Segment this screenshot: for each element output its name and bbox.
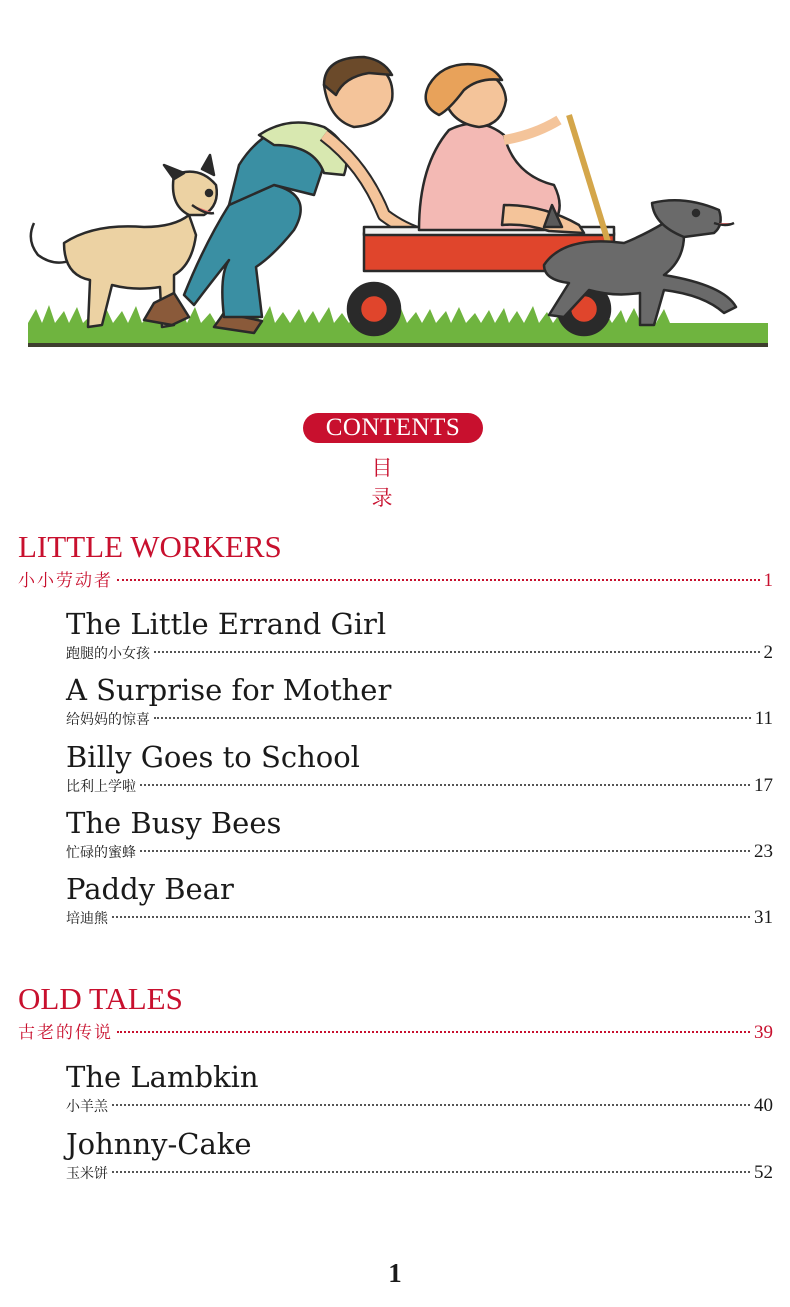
story-page-number: 40 (754, 1095, 773, 1116)
story-page-number: 52 (754, 1162, 773, 1183)
section-page-number: 1 (763, 570, 773, 591)
story-page-number: 23 (754, 841, 773, 862)
contents-badge: CONTENTS (303, 413, 483, 443)
dot-leader (112, 1104, 750, 1106)
story-entry-line (66, 642, 773, 664)
dot-leader (154, 651, 760, 653)
story-title-cn: 培迪熊 (66, 911, 108, 927)
story-entry[interactable] (66, 1059, 773, 1117)
section-title-cn: 小小劳动者 (18, 571, 113, 591)
contents-chinese-label: 目录 (371, 456, 419, 510)
story-entry[interactable] (66, 606, 773, 664)
story-title[interactable]: The Little Errand Girl (66, 607, 387, 641)
section-title[interactable]: LITTLE WORKERS (18, 529, 282, 564)
story-entry-line (66, 708, 773, 730)
section-page-number: 39 (754, 1022, 773, 1043)
story-title-cn: 忙碌的蜜蜂 (66, 845, 136, 861)
dot-leader (117, 579, 760, 581)
story-page-number: 2 (763, 642, 773, 663)
section-title[interactable]: OLD TALES (18, 981, 183, 1016)
story-entry[interactable] (66, 739, 773, 797)
story-entry-line (66, 1095, 773, 1117)
dot-leader (140, 850, 750, 852)
story-title-cn: 玉米饼 (66, 1166, 108, 1182)
dot-leader (154, 717, 751, 719)
story-page-number: 17 (754, 775, 773, 796)
dot-leader (117, 1031, 750, 1033)
story-entry[interactable] (66, 1126, 773, 1184)
dot-leader (112, 1171, 750, 1173)
story-title[interactable]: Billy Goes to School (66, 740, 360, 774)
story-title-cn: 比利上学啦 (66, 779, 136, 795)
story-title[interactable]: The Lambkin (66, 1060, 259, 1094)
children-wagon-illustration (24, 55, 769, 355)
page-number: 1 (388, 1258, 402, 1288)
story-title-cn: 跑腿的小女孩 (66, 646, 150, 662)
story-entry[interactable] (66, 871, 773, 929)
story-entry[interactable] (66, 805, 773, 863)
section-little-workers (18, 530, 773, 592)
story-page-number: 31 (754, 907, 773, 928)
story-entry-line (66, 775, 773, 797)
story-title[interactable]: A Surprise for Mother (66, 673, 392, 707)
story-entry-line (66, 841, 773, 863)
dot-leader (112, 916, 750, 918)
story-title-cn: 小羊羔 (66, 1099, 108, 1115)
section-old-tales (18, 982, 773, 1044)
black-dog (544, 200, 736, 325)
section-entry-line[interactable] (18, 1018, 773, 1044)
story-title[interactable]: Johnny-Cake (66, 1127, 252, 1161)
section-title-cn: 古老的传说 (18, 1023, 113, 1043)
story-title-cn: 给妈妈的惊喜 (66, 712, 150, 728)
girl-figure (419, 64, 584, 233)
story-entry-line (66, 1162, 773, 1184)
story-title[interactable]: Paddy Bear (66, 872, 234, 906)
story-title[interactable]: The Busy Bees (66, 806, 282, 840)
story-entry-line (66, 907, 773, 929)
story-entry[interactable] (66, 672, 773, 730)
dot-leader (140, 784, 750, 786)
section-entry-line[interactable] (18, 566, 773, 592)
story-page-number: 11 (754, 708, 773, 729)
